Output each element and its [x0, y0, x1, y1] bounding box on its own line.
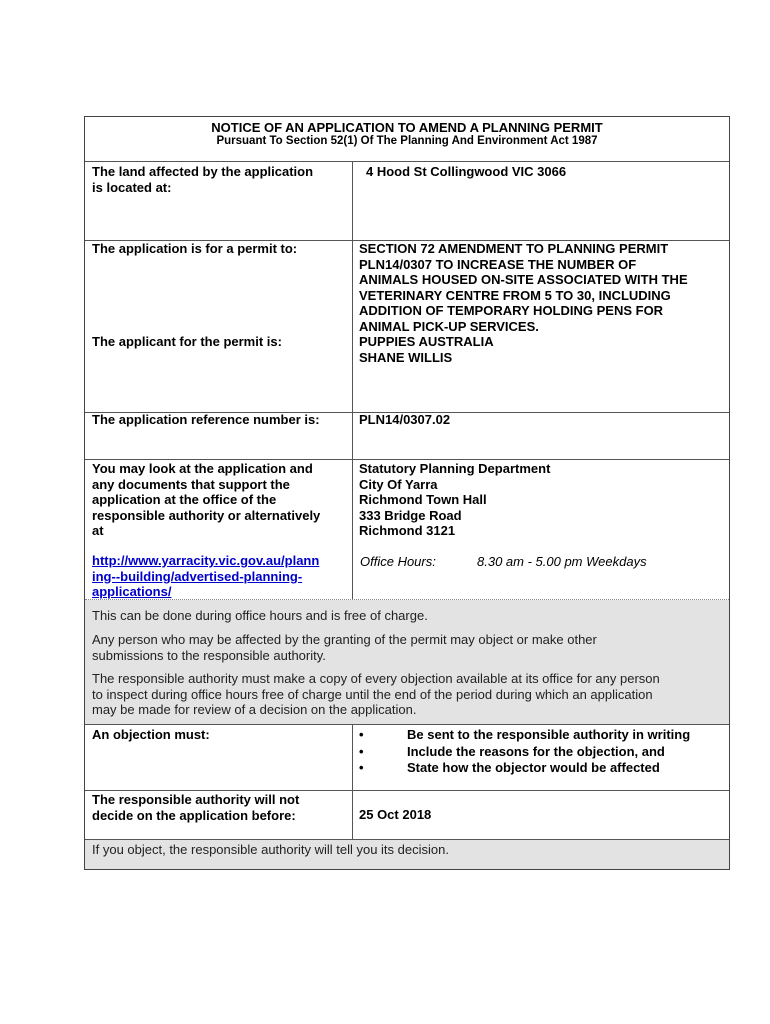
info-objection-right-text: Any person who may be affected by the granting of the permit may object or make other submissions to the responsible authority.: [92, 632, 597, 663]
column-divider: [352, 459, 353, 599]
applicant-name: PUPPIES AUSTRALIA: [359, 334, 494, 349]
list-item: • Include the reasons for the objection, and: [359, 743, 665, 759]
divider: [85, 724, 729, 725]
info-office-hours-text: This can be done during office hours and is free of charge.: [92, 608, 428, 623]
list-item: • State how the objector would be affected: [359, 760, 660, 775]
office-hours-label: Office Hours:: [360, 554, 436, 569]
divider: [85, 459, 729, 460]
bullet-icon: •: [359, 760, 364, 775]
notice-title: NOTICE OF AN APPLICATION TO AMEND A PLANNING PERMIT: [211, 120, 603, 135]
footer-decision-text: If you object, the responsible authority will tell you its decision.: [92, 842, 449, 857]
column-divider: [352, 412, 353, 459]
office-hours-value: 8.30 am - 5.00 pm Weekdays: [477, 554, 647, 569]
column-divider: [352, 161, 353, 240]
reference-number: PLN14/0307.02: [359, 412, 451, 427]
inspection-label: You may look at the application and any documents that support the application at the office of the responsible authority or alternatively at: [92, 461, 321, 538]
bullet-icon: •: [359, 727, 364, 742]
land-value: 4 Hood St Collingwood VIC 3066: [366, 164, 567, 179]
applicant-label: The applicant for the permit is:: [92, 334, 282, 349]
objection-label: An objection must:: [92, 727, 210, 742]
office-address: Statutory Planning Department City Of Yarra Richmond Town Hall 333 Bridge Road Richmond 3121: [359, 461, 551, 538]
application-value: SECTION 72 AMENDMENT TO PLANNING PERMIT PLN14/0307 TO INCREASE THE NUMBER OF ANIMALS HOUSED ON-SITE ASSOCIATED WITH THE VETERINARY CENTRE FROM 5 TO 30, INCLUDING ADDITION OF TEMPORARY HOLDING PENS FOR ANIMAL PICK-UP SERVICES. PUPPIES AUSTRALIA SHANE WILLIS: [359, 241, 688, 365]
divider: [85, 161, 729, 162]
objection-requirements-list: [359, 727, 719, 779]
column-divider: [352, 240, 353, 412]
advertised-applications-link[interactable]: http://www.yarracity.vic.gov.au/plann ing--building/advertised-planning- applications/: [92, 553, 320, 599]
column-divider: [352, 724, 353, 839]
list-item: • Be sent to the responsible authority in writing: [359, 727, 691, 742]
decision-date: 25 Oct 2018: [359, 807, 432, 822]
application-label: The application is for a permit to:: [92, 241, 298, 256]
reference-label: The application reference number is:: [92, 412, 320, 427]
planning-notice-form: [84, 116, 730, 870]
bullet-icon: •: [359, 743, 364, 759]
info-copy-objection-text: The responsible authority must make a copy of every objection available at its office for any person to inspect during office hours free of charge until the end of the period during which an application may be made for review of a decision on the application.: [92, 671, 660, 717]
divider: [85, 790, 729, 791]
land-label: The land affected by the application is located at:: [92, 164, 314, 195]
applicant-contact: SHANE WILLIS: [359, 349, 453, 365]
decision-label: The responsible authority will not decide on the application before:: [92, 792, 300, 823]
notice-subtitle: Pursuant To Section 52(1) Of The Planning And Environment Act 1987: [216, 135, 598, 147]
